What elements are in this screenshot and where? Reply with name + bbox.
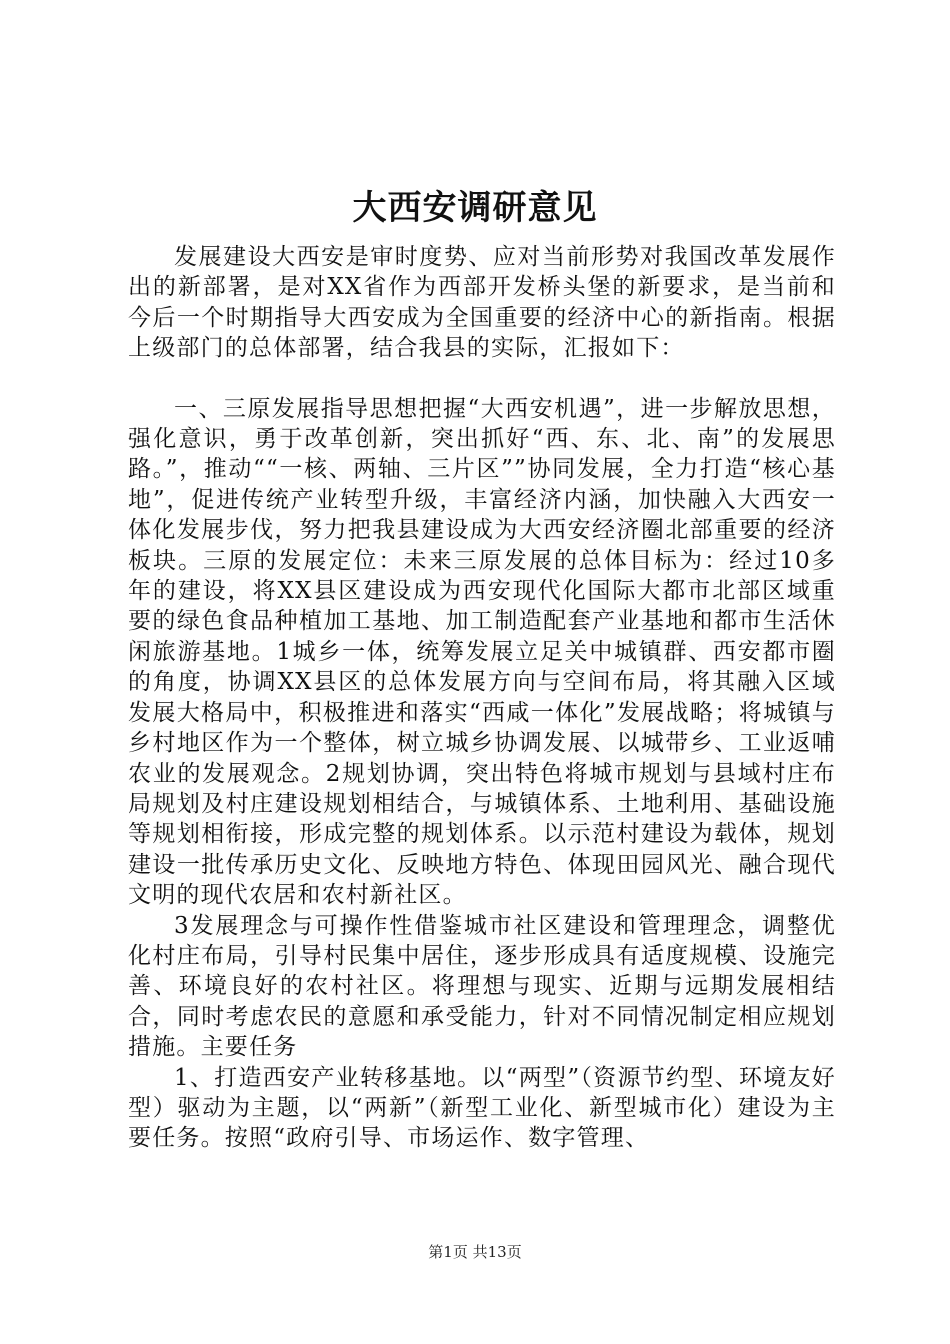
document-body — [128, 242, 836, 1154]
paragraph-development-concept: 3发展理念与可操作性借鉴城市社区建设和管理理念，调整优化村庄布局，引导村民集中居住，逐步形成具有适度规模、设施完善、环境良好的农村社区。将理想与现实、近期与远期发展相结合，同时考虑农民的意愿和承受能力，针对不同情况制定相应规划措施。主要任务 — [128, 912, 836, 1061]
paragraph-guiding-thought: 一、三原发展指导思想把握“大西安机遇”，进一步解放思想，强化意识，勇于改革创新，突出抓好“西、东、北、南”的发展思路。”，推动““一核、两轴、三片区””协同发展，全力打造“核心基地”，促进传统产业转型升级，丰富经济内涵，加快融入大西安一体化发展步伐，努力把我县建设成为大西安经济圈北部重要的经济板块。三原的发展定位：未来三原发展的总体目标为：经过10多年的建设，将XX县区建设成为西安现代化国际大都市北部区域重要的绿色食品种植加工基地、加工制造配套产业基地和都市生活休闲旅游基地。1城乡一体，统筹发展立足关中城镇群、西安都市圈的角度，协调XX县区的总体发展方向与空间布局，将其融入区域发展大格局中，积极推进和落实“西咸一体化”发展战略；将城镇与乡村地区作为一个整体，树立城乡协调发展、以城带乡、工业返哺农业的发展观念。2规划协调，突出特色将城市规划与县域村庄布局规划及村庄建设规划相结合，与城镇体系、土地利用、基础设施等规划相衔接，形成完整的规划体系。以示范村建设为载体，规划建设一批传承历史文化、反映地方特色、体现田园风光、融合现代文明的现代农居和农村新社区。 — [128, 395, 836, 909]
paragraph-spacer — [128, 364, 836, 394]
page-number-footer: 第1页 共13页 — [428, 1243, 522, 1261]
paragraph-intro: 发展建设大西安是审时度势、应对当前形势对我国改革发展作出的新部署，是对XX省作为西部开发桥头堡的新要求，是当前和今后一个时期指导大西安成为全国重要的经济中心的新指南。根据上级部门的总体部署，结合我县的实际，汇报如下： — [128, 244, 836, 362]
document-title: 大西安调研意见 — [352, 188, 598, 228]
paragraph-main-task-1: 1、打造西安产业转移基地。以“两型”（资源节约型、环境友好型）驱动为主题，以“两新”（新型工业化、新型城市化）建设为主要任务。按照“政府引导、市场运作、数字管理、 — [128, 1064, 836, 1152]
